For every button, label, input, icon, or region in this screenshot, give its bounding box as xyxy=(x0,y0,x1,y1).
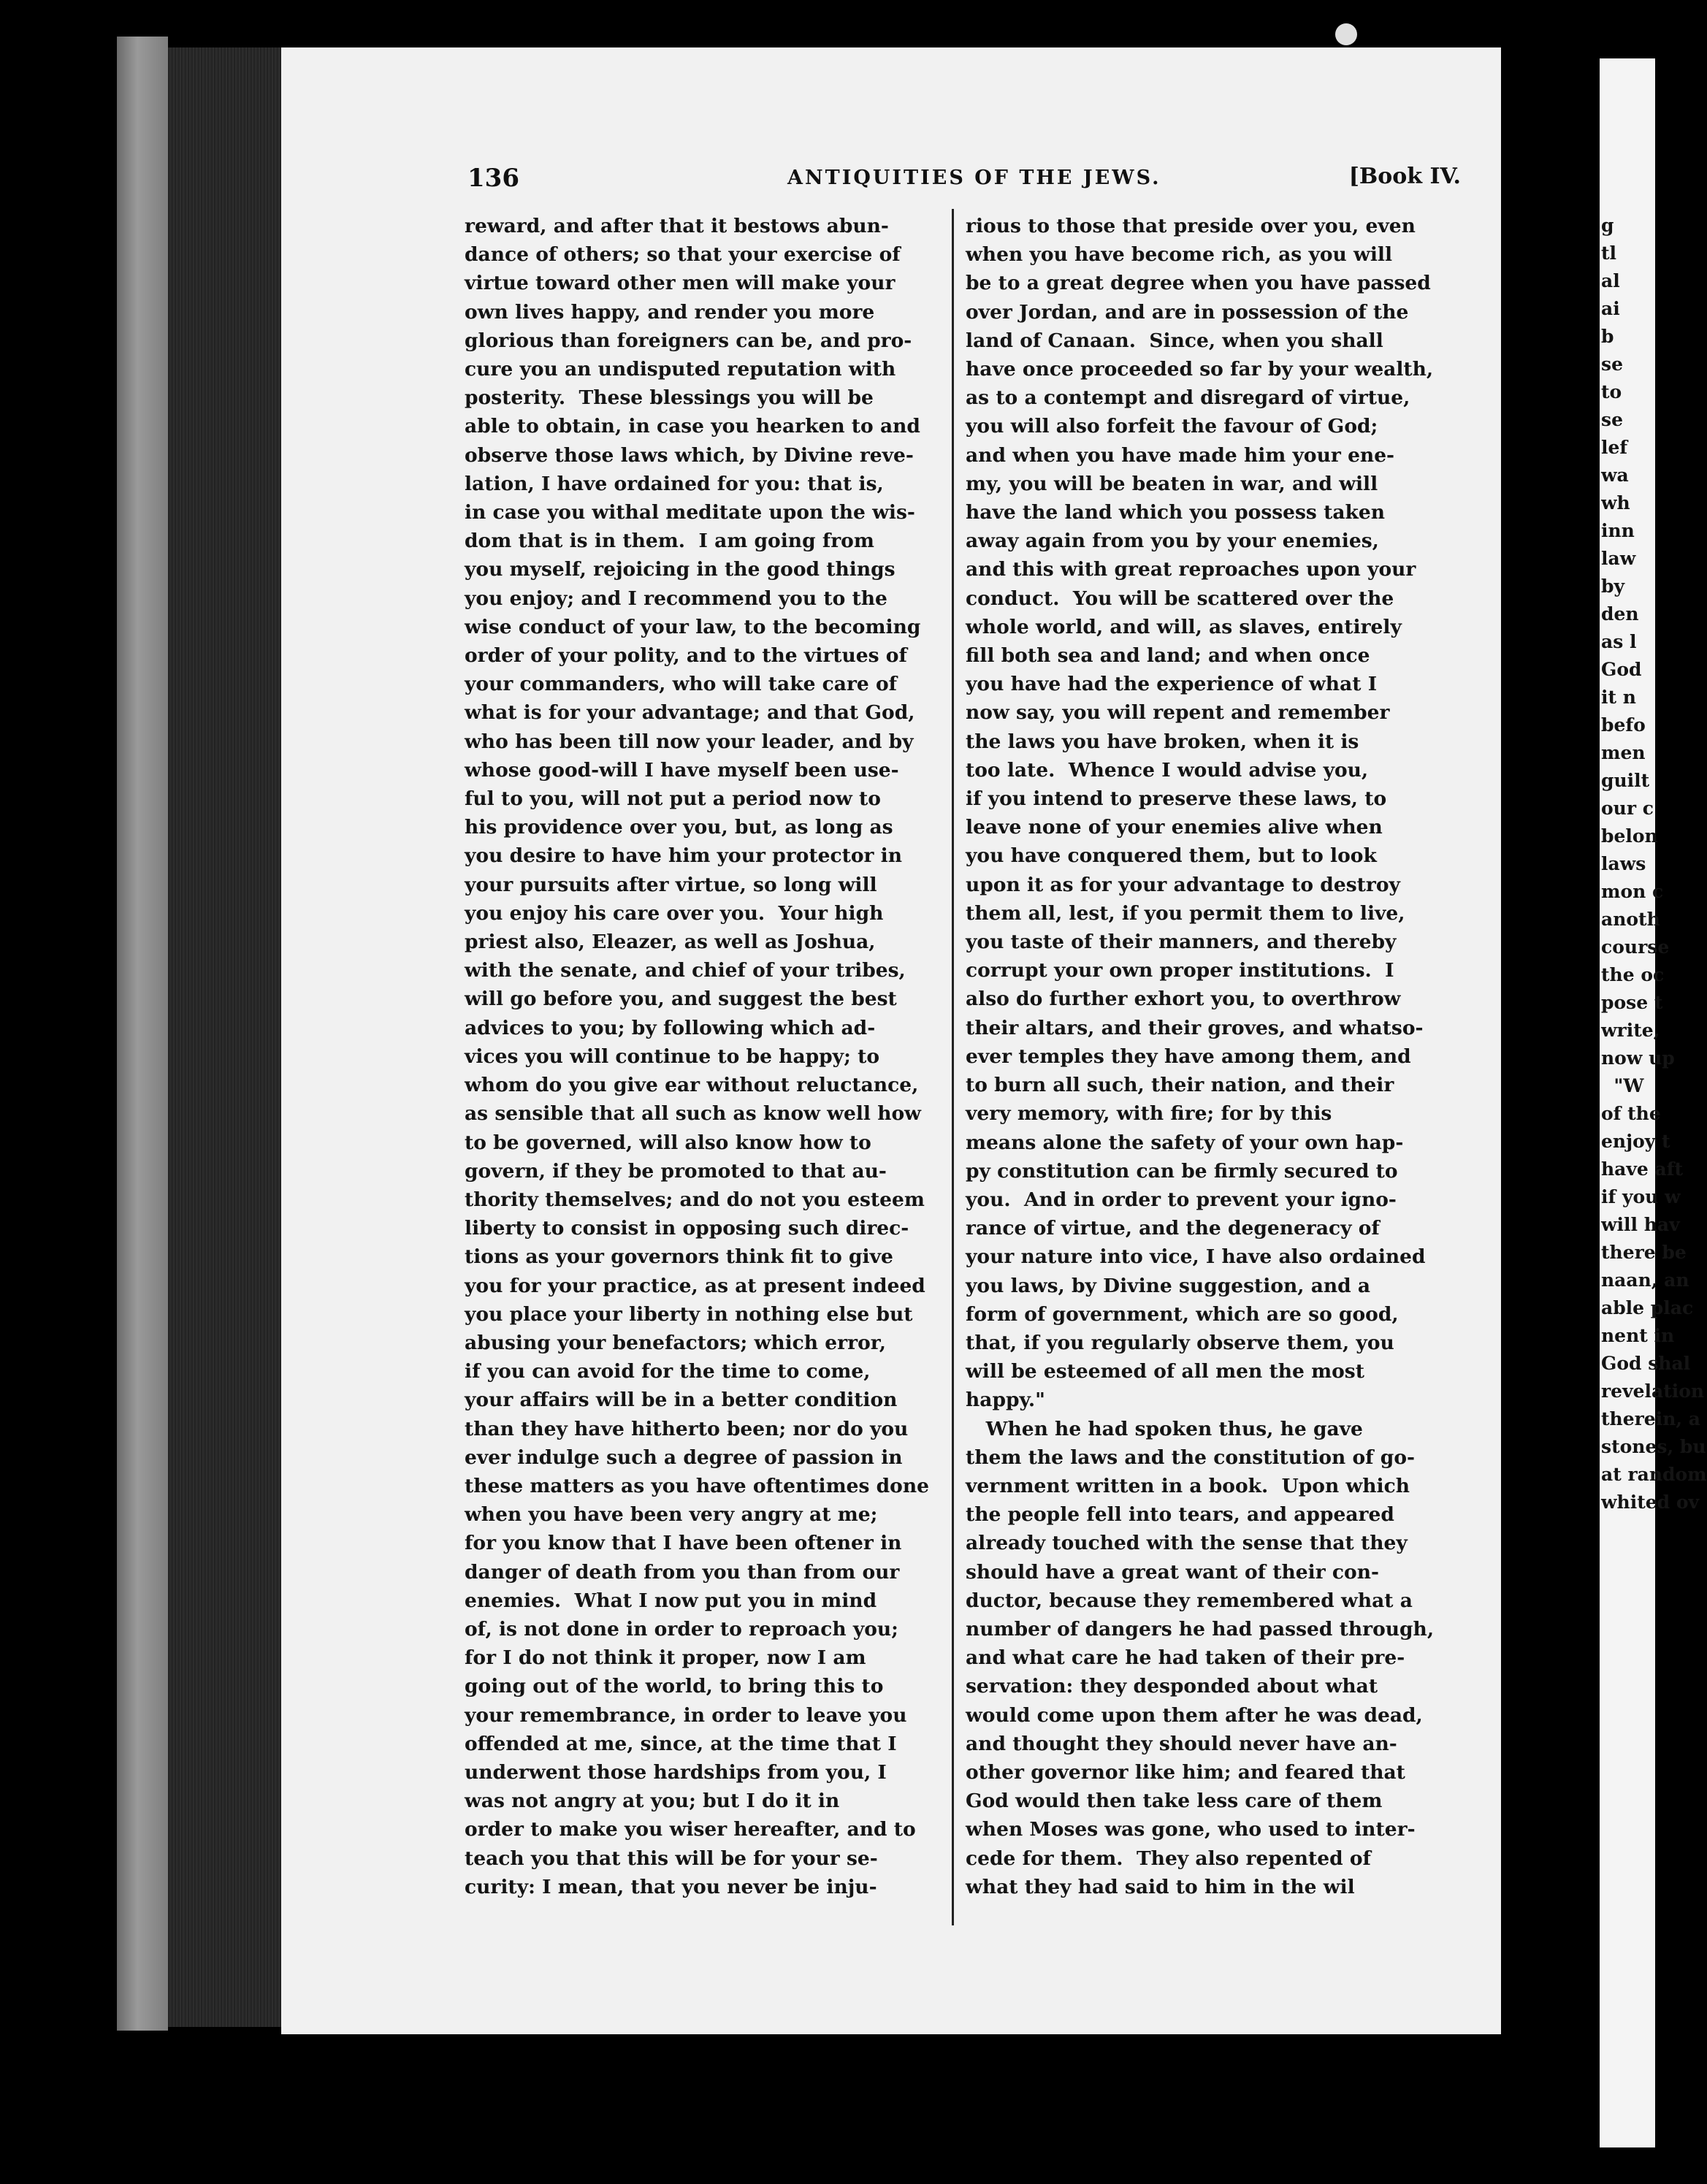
fragment-line: al xyxy=(1601,270,1620,291)
text-line: you taste of their manners, and thereby xyxy=(966,931,1397,954)
text-line: have once proceeded so far by your wealth, xyxy=(966,358,1434,381)
text-line: happy." xyxy=(966,1389,1045,1412)
text-line: danger of death from you than from our xyxy=(465,1560,900,1584)
text-line: ductor, because they remembered what a xyxy=(966,1589,1413,1612)
facing-page-text xyxy=(1601,212,1707,1516)
fragment-line: men xyxy=(1601,742,1646,763)
text-line: you enjoy his care over you. Your high xyxy=(465,901,884,925)
text-line: should have a great want of their con- xyxy=(966,1560,1379,1584)
fragment-line: wh xyxy=(1601,492,1630,513)
text-line: who has been till now your leader, and by xyxy=(465,730,914,753)
text-line: you for your practice, as at present indeed xyxy=(465,1274,925,1297)
right-column xyxy=(966,212,1454,1901)
text-line: reward, and after that it bestows abun- xyxy=(465,215,889,237)
text-line: enemies. What I now put you in mind xyxy=(465,1589,877,1612)
text-line: order of your polity, and to the virtues of xyxy=(465,644,907,668)
fragment-line: there be xyxy=(1601,1242,1687,1263)
fragment-line: write, xyxy=(1601,1020,1660,1041)
fragment-line: naan, an xyxy=(1601,1269,1689,1291)
text-line: servation: they desponded about what xyxy=(966,1675,1378,1698)
text-line: will be esteemed of all men the most xyxy=(966,1360,1364,1383)
text-line: have the land which you possess taken xyxy=(966,501,1385,524)
fragment-line: ai xyxy=(1601,298,1620,319)
text-line: your remembrance, in order to leave you xyxy=(465,1703,907,1727)
text-line: away again from you by your enemies, xyxy=(966,530,1379,553)
fragment-line: den xyxy=(1601,603,1639,625)
fragment-line: enjoy t xyxy=(1601,1131,1670,1152)
fragment-line: to xyxy=(1601,381,1622,402)
text-line: and this with great reproaches upon your xyxy=(966,558,1416,581)
book-label: [Book IV. xyxy=(1348,164,1461,189)
text-line: rance of virtue, and the degeneracy of xyxy=(966,1217,1380,1240)
left-column xyxy=(465,212,952,1901)
text-line: when Moses was gone, who used to inter- xyxy=(966,1818,1416,1841)
text-line: as to a contempt and disregard of virtue, xyxy=(966,386,1410,410)
text-line: for you know that I have been oftener in xyxy=(465,1532,902,1555)
fragment-line: God xyxy=(1601,659,1642,680)
fragment-line: pose t xyxy=(1601,992,1663,1013)
fragment-line: stones, bu xyxy=(1601,1436,1706,1457)
text-line: dom that is in them. I am going from xyxy=(465,530,874,553)
text-line: tions as your governors think fit to give xyxy=(465,1245,893,1269)
book-spine xyxy=(117,37,168,2031)
fragment-line: now up xyxy=(1601,1047,1675,1069)
text-line: you desire to have him your protector in xyxy=(465,844,903,868)
fragment-line: lef xyxy=(1601,437,1628,458)
text-line: whom do you give ear without reluctance, xyxy=(465,1074,919,1097)
fragment-line: belon xyxy=(1601,825,1658,847)
text-line: other governor like him; and feared that xyxy=(966,1760,1405,1784)
text-line: your affairs will be in a better condition xyxy=(465,1389,898,1412)
text-line: and thought they should never have an- xyxy=(966,1732,1397,1755)
text-line: to be governed, will also know how to xyxy=(465,1131,871,1154)
text-line: of, is not done in order to reproach you; xyxy=(465,1617,898,1641)
fragment-line: able plac xyxy=(1601,1297,1694,1318)
text-line: liberty to consist in opposing such direc- xyxy=(465,1217,909,1240)
fragment-line: will hav xyxy=(1601,1214,1680,1235)
text-line: vernment written in a book. Upon which xyxy=(966,1474,1410,1497)
text-line: was not angry at you; but I do it in xyxy=(465,1790,840,1813)
text-line: and when you have made him your ene- xyxy=(966,443,1395,467)
text-line: your pursuits after virtue, so long will xyxy=(465,873,877,896)
text-line: when you have become rich, as you will xyxy=(966,243,1393,267)
text-line: number of dangers he had passed through, xyxy=(966,1617,1435,1641)
text-line: vices you will continue to be happy; to xyxy=(465,1045,879,1068)
text-line: posterity. These blessings you will be xyxy=(465,386,874,410)
text-line: glorious than foreigners can be, and pro- xyxy=(465,329,912,352)
text-line: in case you withal meditate upon the wis- xyxy=(465,501,915,524)
text-line: you have had the experience of what I xyxy=(966,673,1378,696)
text-line: means alone the safety of your own hap- xyxy=(966,1131,1404,1154)
text-line: you enjoy; and I recommend you to the xyxy=(465,587,887,610)
text-line: your nature into vice, I have also ordained xyxy=(966,1245,1426,1269)
text-line: when you have been very angry at me; xyxy=(465,1503,878,1527)
fragment-line: tl xyxy=(1601,243,1617,264)
text-line: if you can avoid for the time to come, xyxy=(465,1360,871,1383)
fragment-line: wa xyxy=(1601,465,1629,486)
fragment-line: course xyxy=(1601,936,1670,958)
fragment-line: g xyxy=(1601,215,1614,236)
text-line: now say, you will repent and remember xyxy=(966,701,1390,725)
text-line: dance of others; so that your exercise of xyxy=(465,243,901,267)
text-line: you myself, rejoicing in the good things xyxy=(465,558,895,581)
text-line: underwent those hardships from you, I xyxy=(465,1760,887,1784)
text-line: to burn all such, their nation, and their xyxy=(966,1074,1394,1097)
text-line: you laws, by Divine suggestion, and a xyxy=(966,1274,1371,1297)
fragment-line: if you w xyxy=(1601,1186,1681,1207)
scan-blot xyxy=(1335,23,1357,45)
text-line: be to a great degree when you have passed xyxy=(966,272,1431,295)
fragment-line: at random xyxy=(1601,1464,1707,1485)
text-line: offended at me, since, at the time that I xyxy=(465,1732,897,1755)
fragment-line: by xyxy=(1601,576,1625,597)
text-line: your commanders, who will take care of xyxy=(465,673,898,696)
text-line: fill both sea and land; and when once xyxy=(966,644,1370,668)
page-number: 136 xyxy=(467,164,519,193)
text-line: wise conduct of your law, to the becoming xyxy=(465,615,921,638)
text-line: advices to you; by following which ad- xyxy=(465,1016,876,1039)
fragment-line: of the xyxy=(1601,1103,1661,1124)
fragment-line: laws xyxy=(1601,853,1646,874)
text-line: will go before you, and suggest the best xyxy=(465,988,897,1011)
text-line: them all, lest, if you permit them to live, xyxy=(966,901,1405,925)
text-line: py constitution can be firmly secured to xyxy=(966,1159,1398,1183)
text-line: God would then take less care of them xyxy=(966,1790,1383,1813)
text-line: own lives happy, and render you more xyxy=(465,300,875,324)
text-line: that, if you regularly observe them, you xyxy=(966,1331,1394,1354)
text-line: you will also forfeit the favour of God; xyxy=(966,415,1378,438)
text-line: you place your liberty in nothing else but xyxy=(465,1302,913,1326)
text-line: govern, if they be promoted to that au- xyxy=(465,1159,887,1183)
fragment-line: law xyxy=(1601,548,1636,569)
fragment-line: b xyxy=(1601,326,1614,347)
running-title: ANTIQUITIES OF THE JEWS. xyxy=(787,167,1161,189)
text-line: whole world, and will, as slaves, entirely xyxy=(966,615,1402,638)
fragment-line: inn xyxy=(1601,520,1635,541)
fragment-line: anoth xyxy=(1601,909,1660,930)
fragment-line: have aft xyxy=(1601,1158,1684,1180)
text-line: going out of the world, to bring this to xyxy=(465,1675,884,1698)
text-line: what they had said to him in the wil xyxy=(966,1875,1355,1898)
text-line: his providence over you, but, as long as xyxy=(465,816,893,839)
text-line: ever indulge such a degree of passion in xyxy=(465,1446,903,1469)
text-line: teach you that this will be for your se- xyxy=(465,1847,878,1870)
column-divider xyxy=(952,209,954,1925)
fragment-line: se xyxy=(1601,409,1623,430)
text-line: with the senate, and chief of your tribes, xyxy=(465,959,906,982)
text-line: my, you will be beaten in war, and will xyxy=(966,472,1378,495)
text-line: would come upon them after he was dead, xyxy=(966,1703,1423,1727)
text-line: you have conquered them, but to look xyxy=(966,844,1377,868)
fragment-line: as l xyxy=(1601,631,1637,652)
text-line: cede for them. They also repented of xyxy=(966,1847,1371,1870)
text-line: leave none of your enemies alive when xyxy=(966,816,1383,839)
text-line: ful to you, will not put a period now to xyxy=(465,787,881,811)
text-line: ever temples they have among them, and xyxy=(966,1045,1411,1068)
fragment-line: revelation xyxy=(1601,1381,1705,1402)
fragment-line: guilt xyxy=(1601,770,1650,791)
text-line: the people fell into tears, and appeared xyxy=(966,1503,1394,1527)
text-line: and what care he had taken of their pre- xyxy=(966,1646,1405,1670)
text-line: abusing your benefactors; which error, xyxy=(465,1331,887,1354)
page-header xyxy=(467,164,1461,200)
text-line: cure you an undisputed reputation with xyxy=(465,358,896,381)
text-line: able to obtain, in case you hearken to and xyxy=(465,415,920,438)
text-line: over Jordan, and are in possession of the xyxy=(966,300,1409,324)
fragment-line: therein, a xyxy=(1601,1408,1700,1429)
fragment-line: it n xyxy=(1601,687,1636,708)
text-line: form of government, which are so good, xyxy=(966,1302,1399,1326)
fragment-line: befo xyxy=(1601,714,1646,736)
fragment-line: nent in xyxy=(1601,1325,1675,1346)
text-line: curity: I mean, that you never be inju- xyxy=(465,1875,877,1898)
text-line: thority themselves; and do not you esteem xyxy=(465,1188,925,1211)
text-line: land of Canaan. Since, when you shall xyxy=(966,329,1383,352)
text-line: whose good-will I have myself been use- xyxy=(465,758,899,782)
text-line: too late. Whence I would advise you, xyxy=(966,758,1369,782)
text-line: lation, I have ordained for you: that is, xyxy=(465,472,884,495)
text-line: these matters as you have oftentimes done xyxy=(465,1474,929,1497)
text-line: corrupt your own proper institutions. I xyxy=(966,959,1394,982)
fragment-line: "W xyxy=(1601,1075,1644,1096)
text-line: than they have hitherto been; nor do you xyxy=(465,1417,909,1440)
text-line: already touched with the sense that they xyxy=(966,1532,1408,1555)
text-line: the laws you have broken, when it is xyxy=(966,730,1359,753)
text-line: their altars, and their groves, and whatso- xyxy=(966,1016,1424,1039)
text-line: When he had spoken thus, he gave xyxy=(966,1417,1363,1440)
fragment-line: mon c xyxy=(1601,881,1664,902)
text-line: very memory, with fire; for by this xyxy=(966,1102,1332,1126)
text-line: them the laws and the constitution of go- xyxy=(966,1446,1415,1469)
fragment-line: our c xyxy=(1601,798,1654,819)
text-line: also do further exhort you, to overthrow xyxy=(966,988,1401,1011)
text-line: as sensible that all such as know well how xyxy=(465,1102,921,1126)
text-line: you. And in order to prevent your igno- xyxy=(966,1188,1397,1211)
text-line: if you intend to preserve these laws, to xyxy=(966,787,1387,811)
text-line: what is for your advantage; and that God, xyxy=(465,701,915,725)
text-line: priest also, Eleazer, as well as Joshua, xyxy=(465,931,876,954)
text-line: for I do not think it proper, now I am xyxy=(465,1646,866,1670)
text-line: rious to those that preside over you, even xyxy=(966,215,1416,237)
text-line: conduct. You will be scattered over the xyxy=(966,587,1394,610)
text-line: upon it as for your advantage to destroy xyxy=(966,873,1400,896)
fragment-line: the oc xyxy=(1601,964,1665,985)
text-line: virtue toward other men will make your xyxy=(465,272,895,295)
fragment-line: se xyxy=(1601,354,1623,375)
fragment-line: whited ov xyxy=(1601,1492,1700,1513)
page-edges xyxy=(168,47,285,2027)
fragment-line: God shal xyxy=(1601,1353,1691,1374)
text-line: observe those laws which, by Divine reve- xyxy=(465,443,914,467)
text-line: order to make you wiser hereafter, and to xyxy=(465,1818,916,1841)
